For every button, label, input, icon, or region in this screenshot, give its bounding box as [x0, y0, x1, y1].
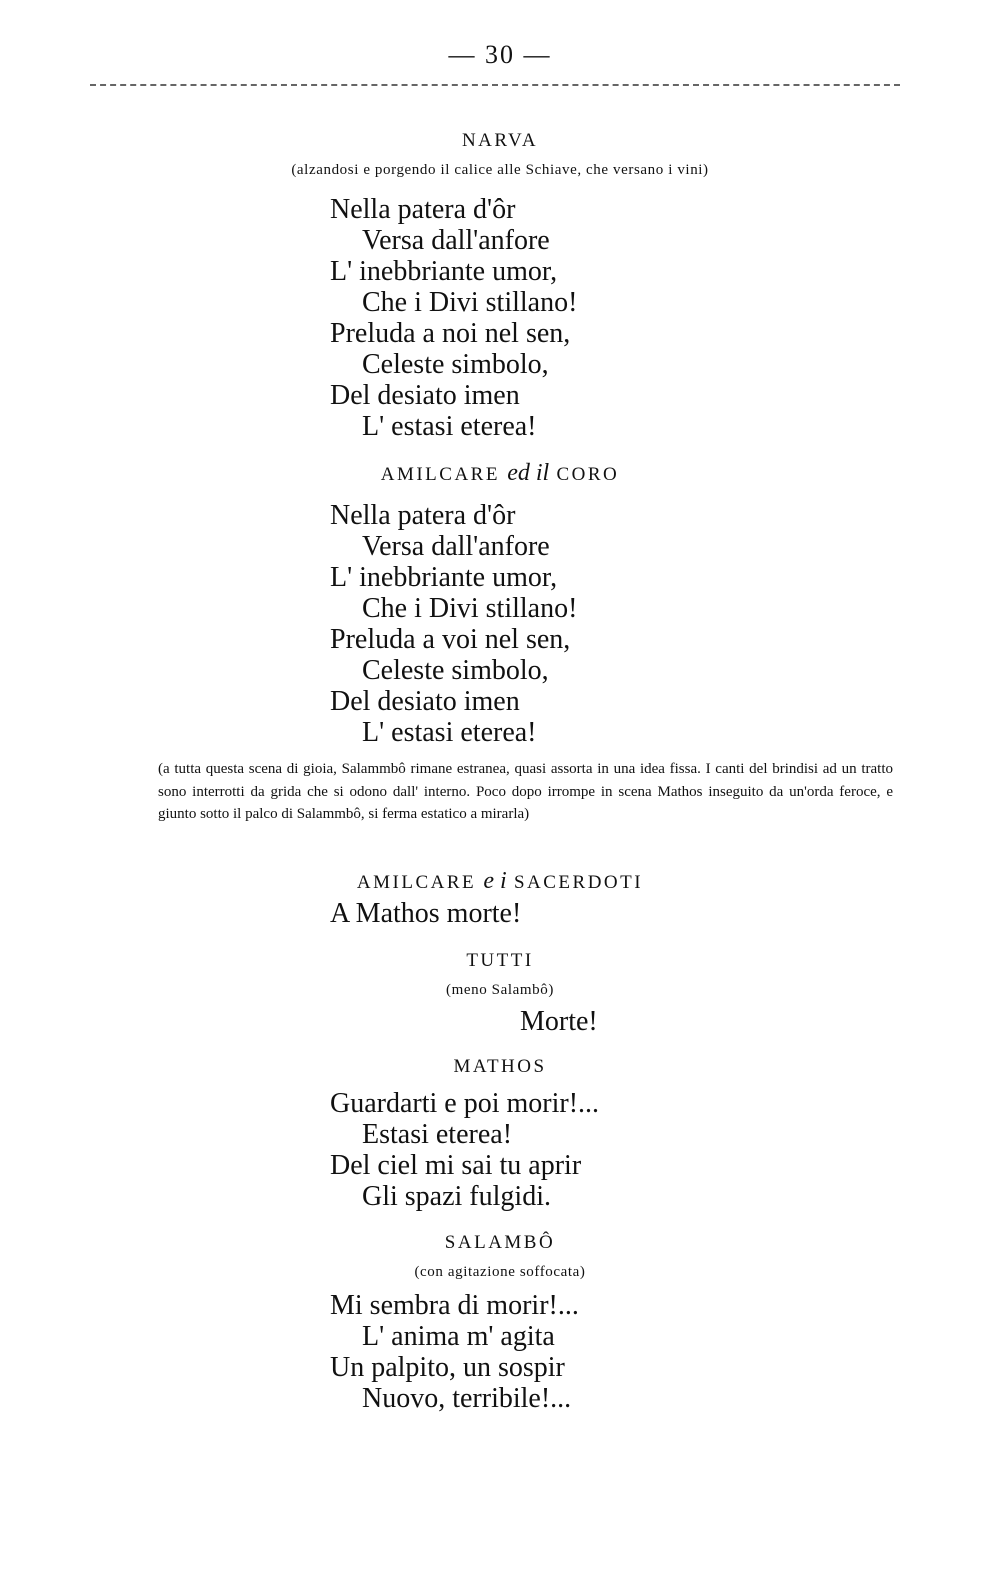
- verse-line: Mi sembra di morir!...: [330, 1290, 579, 1321]
- verse-line: Preluda a noi nel sen,: [330, 318, 571, 349]
- speaker-name: CORO: [556, 464, 620, 485]
- verse-line-tutti: Morte!: [520, 1006, 598, 1037]
- speaker-amilcare-sacerdoti: [0, 868, 1000, 895]
- verse-line: Del desiato imen: [330, 380, 520, 411]
- verse-line: L' inebbriante umor,: [330, 562, 558, 593]
- verse-line: Del ciel mi sai tu aprir: [330, 1150, 582, 1181]
- speaker-conjunction: e i: [483, 868, 507, 894]
- speaker-name: AMILCARE: [380, 464, 500, 485]
- verse-line: Versa dall'anfore: [362, 531, 550, 562]
- stanza-mathos: [330, 1088, 599, 1212]
- verse-line: Un palpito, un sospir: [330, 1352, 565, 1383]
- verse-line: Preluda a voi nel sen,: [330, 624, 571, 655]
- verse-line: L' anima m' agita: [362, 1321, 555, 1352]
- verse-line: L' estasi eterea!: [362, 411, 537, 442]
- stage-direction-paragraph: (a tutta questa scena di gioia, Salammbô rimane estranea, quasi assorta in una idea fissa. I canti del brindisi ad un tratto sono interrotti da grida che si odono dall' interno. Poco dopo irrompe in scena Mathos inseguito da un'orda feroce, e giunto sotto il palco di Salammbô, si ferma estatico a mirarla): [158, 761, 893, 822]
- verse-line: Celeste simbolo,: [362, 349, 549, 380]
- verse-line: Nuovo, terribile!...: [362, 1383, 572, 1414]
- speaker-mathos: MATHOS: [453, 1056, 547, 1077]
- stanza-narva: [330, 194, 577, 442]
- verse-line: Celeste simbolo,: [362, 655, 549, 686]
- speaker-conjunction: ed il: [507, 460, 550, 486]
- stage-direction-narva: (alzandosi e porgendo il calice alle Schiave, che versano i vini): [291, 162, 709, 178]
- verse-line: Estasi eterea!: [362, 1119, 513, 1150]
- verse-line: Gli spazi fulgidi.: [362, 1181, 551, 1212]
- stanza-amilcare-coro: [330, 500, 577, 748]
- stage-direction-tutti: (meno Salambô): [446, 982, 554, 998]
- speaker-salambo: SALAMBÔ: [444, 1232, 556, 1253]
- speaker-name: SACERDOTI: [513, 872, 644, 893]
- verse-line: L' estasi eterea!: [362, 717, 537, 748]
- header-rule: [90, 84, 900, 86]
- stanza-salambo: [330, 1290, 579, 1414]
- speaker-tutti: TUTTI: [466, 950, 534, 971]
- verse-line: L' inebbriante umor,: [330, 256, 558, 287]
- verse-line: Nella patera d'ôr: [330, 500, 516, 531]
- speaker-name: AMILCARE: [356, 872, 477, 893]
- verse-line: Nella patera d'ôr: [330, 194, 516, 225]
- stage-direction-salambo: (con agitazione soffocata): [414, 1264, 586, 1280]
- speaker-amilcare-coro: [0, 460, 1000, 487]
- verse-line: Che i Divi stillano!: [362, 593, 578, 624]
- verse-line: Che i Divi stillano!: [362, 287, 578, 318]
- verse-line: Versa dall'anfore: [362, 225, 550, 256]
- verse-line: Del desiato imen: [330, 686, 520, 717]
- verse-line-amilcare: A Mathos morte!: [330, 898, 522, 929]
- verse-line: Guardarti e poi morir!...: [330, 1088, 600, 1119]
- speaker-narva: NARVA: [461, 130, 539, 151]
- page-number: — 30 —: [448, 40, 552, 69]
